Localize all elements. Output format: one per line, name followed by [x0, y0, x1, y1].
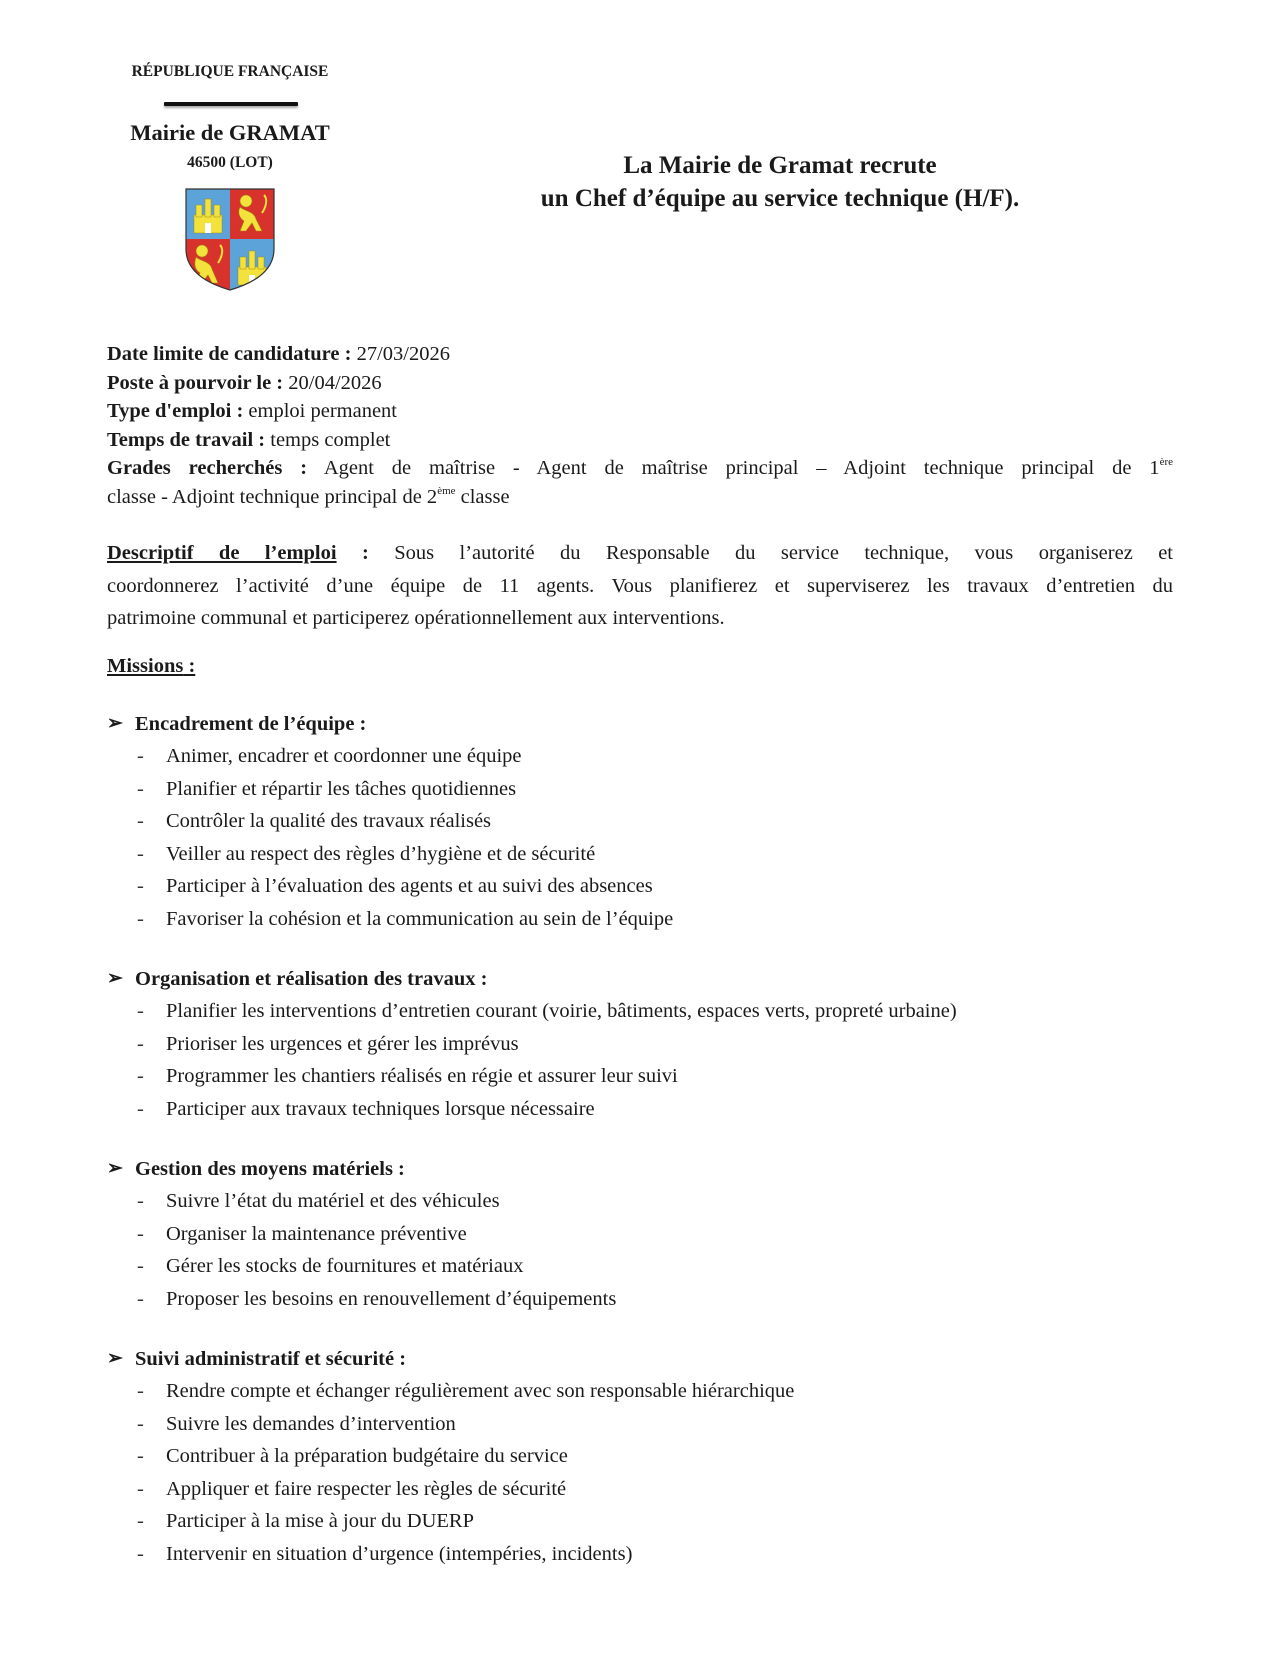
mission-section	[107, 1153, 1207, 1315]
superscript: ème	[437, 484, 456, 497]
dash-marker: -	[137, 1380, 144, 1402]
mission-section	[107, 963, 1207, 1125]
republique-francaise-label: RÉPUBLIQUE FRANÇAISE	[131, 63, 329, 80]
list-item-text: Programmer les chantiers réalisés en régie et assurer leur suivi	[166, 1065, 678, 1087]
field-label: Grades recherchés :	[107, 457, 308, 479]
page-title	[440, 149, 1120, 215]
dash-marker: -	[137, 1510, 144, 1532]
list-item	[107, 1028, 1207, 1061]
field-grades-cont	[107, 483, 1173, 512]
field-label: Temps de travail :	[107, 428, 266, 451]
dash-marker: -	[137, 745, 144, 767]
list-item	[107, 995, 1207, 1028]
list-item	[107, 805, 1207, 838]
list-item-text: Planifier et répartir les tâches quotidiennes	[166, 777, 517, 800]
field-label: Poste à pourvoir le :	[107, 371, 284, 394]
list-item-text: Participer à la mise à jour du DUERP	[166, 1510, 475, 1532]
list-item-text: Proposer les besoins en renouvellement d’équipements	[166, 1287, 617, 1310]
list-item	[107, 903, 1207, 936]
list-item-text: Intervenir en situation d’urgence (intempéries, incidents)	[166, 1542, 633, 1565]
field-temps-travail	[107, 426, 1173, 455]
descriptif-text: Sous l’autorité du Responsable du service technique, vous organiserez et	[394, 542, 1173, 564]
header-divider	[164, 102, 298, 106]
field-type-emploi	[107, 397, 1173, 426]
postal-code: 46500 (LOT)	[187, 154, 273, 171]
descriptif-label: Descriptif de l’emploi	[107, 542, 337, 564]
dash-marker: -	[137, 1222, 144, 1245]
list-item-text: Animer, encadrer et coordonner une équipe	[166, 745, 522, 767]
mission-section	[107, 1343, 1207, 1570]
job-fields	[107, 340, 1173, 511]
dash-marker: -	[137, 1445, 144, 1467]
missions-colon: :	[183, 655, 196, 677]
dash-marker: -	[137, 1190, 144, 1212]
field-value: classe	[455, 485, 510, 508]
list-item	[107, 740, 1207, 773]
field-value: 27/03/2026	[356, 343, 450, 365]
list-item-text: Appliquer et faire respecter les règles de sécurité	[166, 1477, 567, 1500]
dash-marker: -	[137, 1255, 144, 1277]
title-line-2: un Chef d’équipe au service technique (H/F).	[540, 185, 1020, 212]
dash-marker: -	[137, 1412, 144, 1435]
field-label: Date limite de candidature :	[107, 343, 352, 365]
field-grades	[107, 454, 1173, 483]
dash-marker: -	[137, 1477, 144, 1500]
list-item	[107, 1060, 1207, 1093]
dash-marker: -	[137, 777, 144, 800]
list-item	[107, 1408, 1207, 1441]
list-item-text: Suivre l’état du matériel et des véhicules	[166, 1190, 500, 1212]
list-item-text: Contribuer à la préparation budgétaire du service	[166, 1445, 568, 1467]
list-item-text: Favoriser la cohésion et la communication au sein de l’équipe	[166, 907, 674, 930]
dash-marker: -	[137, 907, 144, 930]
field-value: emploi permanent	[248, 400, 397, 422]
dash-marker: -	[137, 842, 144, 865]
missions-heading	[107, 655, 195, 678]
dash-marker: -	[137, 1097, 144, 1120]
list-item	[107, 1283, 1207, 1316]
section-title: Gestion des moyens matériels :	[135, 1158, 405, 1180]
field-label: Type d'emploi :	[107, 400, 244, 422]
list-item	[107, 1538, 1207, 1571]
list-item	[107, 773, 1207, 806]
arrowhead-bullet-icon: ➢	[107, 1158, 123, 1179]
missions-label: Missions	[107, 655, 184, 677]
dash-marker: -	[137, 1065, 144, 1087]
dash-marker: -	[137, 1000, 144, 1022]
list-item	[107, 1505, 1207, 1538]
list-item	[107, 1375, 1207, 1408]
dash-marker: -	[137, 810, 144, 832]
dash-marker: -	[137, 1287, 144, 1310]
field-value: Agent de maîtrise - Agent de maîtrise principal – Adjoint technique principal de 1	[323, 457, 1160, 479]
dash-marker: -	[137, 875, 144, 897]
dash-marker: -	[137, 1032, 144, 1055]
list-item	[107, 870, 1207, 903]
list-item	[107, 1218, 1207, 1251]
field-value: temps complet	[270, 428, 391, 451]
mission-section	[107, 708, 1207, 935]
list-item	[107, 838, 1207, 871]
list-item	[107, 1440, 1207, 1473]
superscript: ère	[1159, 456, 1173, 468]
field-value: 20/04/2026	[288, 371, 382, 394]
list-item-text: Planifier les interventions d’entretien courant (voirie, bâtiments, espaces verts, propreté urbaine)	[166, 1000, 957, 1022]
arrowhead-bullet-icon: ➢	[107, 713, 123, 734]
field-value: classe - Adjoint technique principal de 2	[107, 485, 438, 508]
list-item	[107, 1093, 1207, 1126]
section-title: Encadrement de l’équipe :	[135, 713, 367, 735]
descriptif-paragraph	[107, 537, 1173, 635]
coat-of-arms-icon	[184, 187, 276, 291]
descriptif-text: patrimoine communal et participerez opérationnellement aux interventions.	[107, 607, 725, 629]
list-item-text: Gérer les stocks de fournitures et matériaux	[166, 1255, 524, 1277]
list-item-text: Prioriser les urgences et gérer les imprévus	[166, 1032, 519, 1055]
arrowhead-bullet-icon: ➢	[107, 968, 123, 989]
list-item-text: Suivre les demandes d’intervention	[166, 1412, 456, 1435]
list-item-text: Participer aux travaux techniques lorsque nécessaire	[166, 1097, 595, 1120]
list-item	[107, 1250, 1207, 1283]
descriptif-colon: :	[336, 542, 369, 564]
list-item-text: Veiller au respect des règles d’hygiène et de sécurité	[166, 842, 596, 865]
mairie-name: Mairie de GRAMAT	[130, 120, 330, 145]
field-date-limite	[107, 340, 1173, 369]
list-item	[107, 1185, 1207, 1218]
list-item-text: Organiser la maintenance préventive	[166, 1222, 467, 1245]
section-title: Suivi administratif et sécurité :	[135, 1348, 407, 1370]
list-item-text: Contrôler la qualité des travaux réalisés	[166, 810, 492, 832]
arrowhead-bullet-icon: ➢	[107, 1348, 123, 1369]
field-poste	[107, 369, 1173, 398]
descriptif-text: coordonnerez l’activité d’une équipe de 11 agents. Vous planifierez et superviserez les travaux d’entretien du	[107, 574, 1173, 597]
section-title: Organisation et réalisation des travaux :	[135, 968, 488, 990]
dash-marker: -	[137, 1542, 144, 1565]
title-line-1: La Mairie de Gramat recrute	[623, 152, 937, 179]
list-item-text: Participer à l’évaluation des agents et au suivi des absences	[166, 875, 653, 897]
list-item-text: Rendre compte et échanger régulièrement avec son responsable hiérarchique	[166, 1380, 795, 1402]
list-item	[107, 1473, 1207, 1506]
